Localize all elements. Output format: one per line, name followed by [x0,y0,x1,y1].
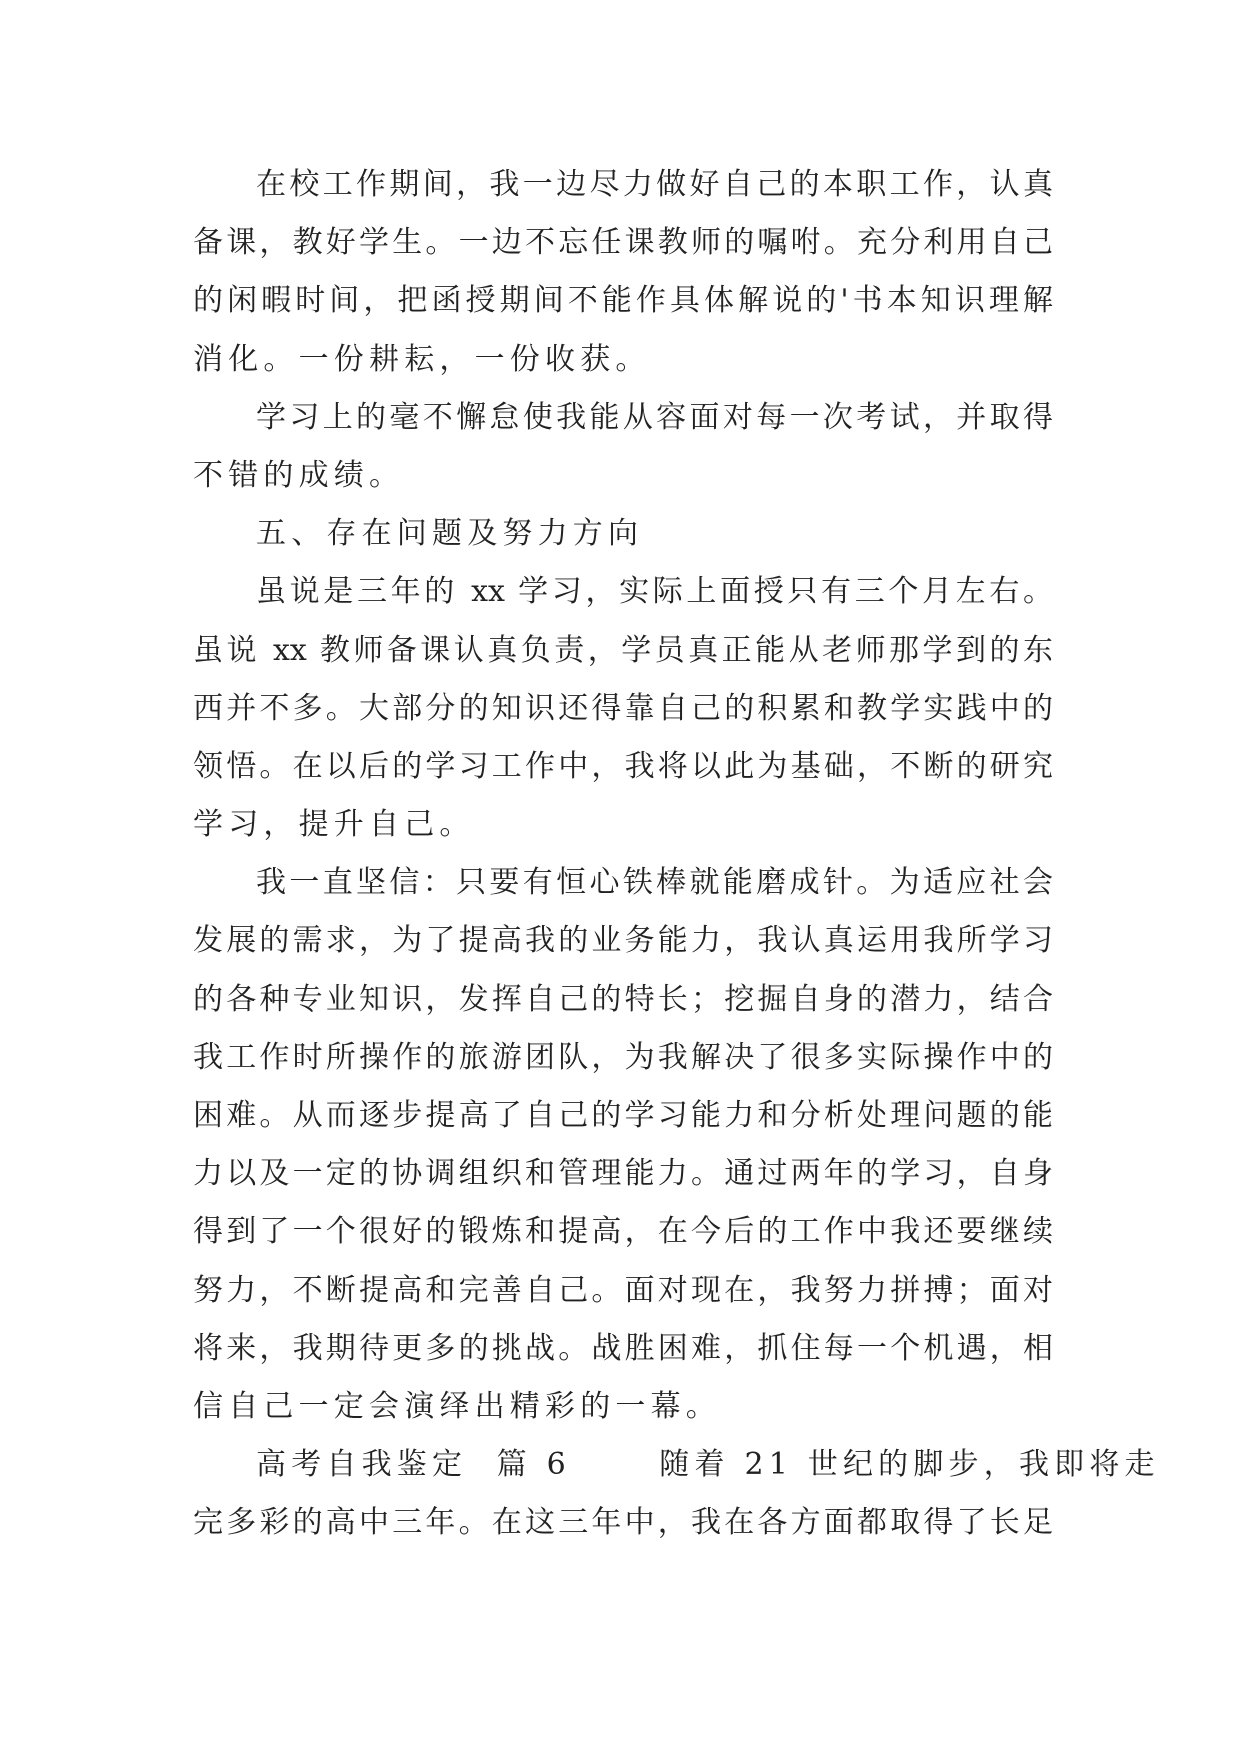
essay-heading-line: 高考自我鉴定 篇 6 随着 21 世纪的脚步，我即将走 [256,1447,1160,1483]
document-body [193,156,1160,1553]
paragraph-line: 的闲暇时间，把函授期间不能作具体解说的'书本知识理解 [193,283,1053,319]
paragraph-line: 在校工作期间，我一边尽力做好自己的本职工作，认真 [256,167,1053,202]
paragraph-line: 力以及一定的协调组织和管理能力。通过两年的学习，自身 [193,1156,1053,1192]
paragraph-line: 虽说 xx 教师备课认真负责，学员真正能从老师那学到的东 [193,632,1053,668]
paragraph-line: 学习上的毫不懈怠使我能从容面对每一次考试，并取得 [256,399,1053,435]
paragraph-line: 努力，不断提高和完善自己。面对现在，我努力拼搏；面对 [193,1272,1053,1308]
paragraph-line: 完多彩的高中三年。在这三年中，我在各方面都取得了长足 [193,1505,1053,1541]
paragraph-line: 领悟。在以后的学习工作中，我将以此为基础，不断的研究 [193,748,1053,784]
paragraph-line: 虽说是三年的 xx 学习，实际上面授只有三个月左右。 [256,574,1053,610]
paragraph-line: 信自己一定会演绎出精彩的一幕。 [193,1388,721,1424]
paragraph-line: 困难。从而逐步提高了自己的学习能力和分析处理问题的能 [193,1098,1053,1133]
paragraph-line: 我工作时所操作的旅游团队，为我解决了很多实际操作中的 [193,1039,1053,1075]
paragraph-line: 将来，我期待更多的挑战。战胜困难，抓住每一个机遇，相 [193,1330,1053,1366]
paragraph-line: 我一直坚信：只要有恒心铁棒就能磨成针。为适应社会 [256,865,1053,901]
paragraph-line: 的各种专业知识，发挥自己的特长；挖掘自身的潜力，结合 [193,981,1053,1017]
paragraph-line: 备课，教好学生。一边不忘任课教师的嘱咐。充分利用自己 [193,225,1053,261]
paragraph-line: 西并不多。大部分的知识还得靠自己的积累和教学实践中的 [193,690,1053,726]
section-heading: 五、存在问题及努力方向 [256,516,644,552]
paragraph-line: 得到了一个很好的锻炼和提高，在今后的工作中我还要继续 [193,1214,1053,1250]
paragraph-line: 发展的需求，为了提高我的业务能力，我认真运用我所学习 [193,923,1053,959]
paragraph-line: 消化。一份耕耘，一份收获。 [193,341,651,377]
paragraph-line: 不错的成绩。 [193,457,405,493]
paragraph-line: 学习，提升自己。 [193,807,475,843]
